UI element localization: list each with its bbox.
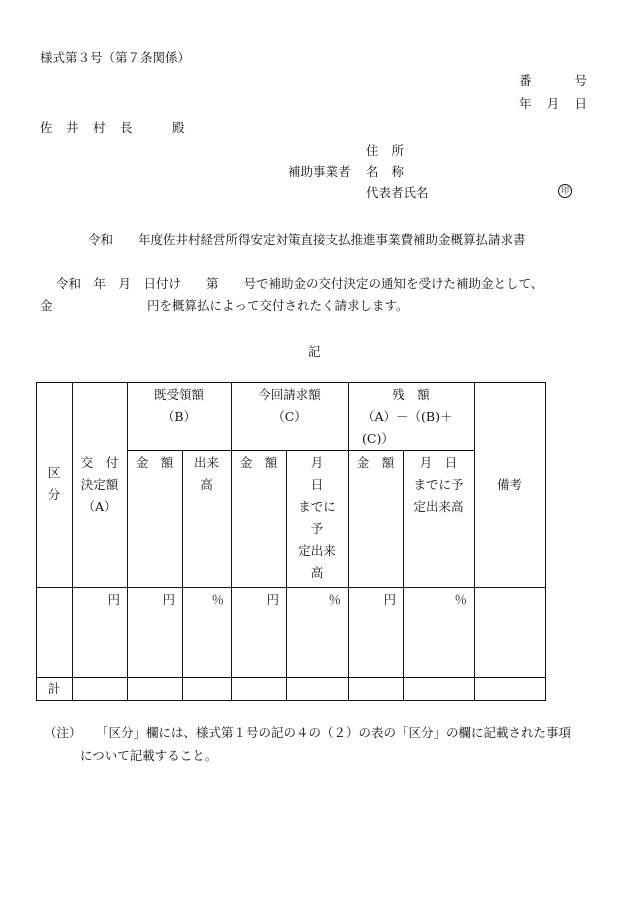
- biko-header: 備考: [496, 477, 522, 492]
- unit-zan-dekidaka: ％: [454, 592, 467, 607]
- kiju-dekidaka-1: 出来: [193, 455, 219, 470]
- addressee-1: 佐: [40, 120, 53, 135]
- konkai-kingaku-header: 金 額: [239, 455, 278, 470]
- konkai-yotei-6: 高: [310, 565, 324, 580]
- konkai-header-1: 今回請求額: [258, 387, 321, 402]
- addressee-2: 井: [66, 120, 79, 135]
- note-line-2: について記載すること。: [80, 748, 218, 763]
- unit-kiju-kingaku: 円: [162, 592, 175, 607]
- name-label-2: 称: [391, 164, 404, 179]
- date-label-day: 日: [574, 96, 587, 111]
- addressee-4: 長: [120, 120, 133, 135]
- kiju-dekidaka-2: 高: [200, 477, 213, 492]
- ki-heading: 記: [308, 344, 321, 359]
- zan-yotei-2: までに予: [413, 477, 464, 492]
- body-line-2-text: 円を概算払によって交付されたく請求します。: [147, 298, 409, 313]
- kiju-kingaku-header: 金 額: [135, 455, 174, 470]
- addressee-3: 村: [93, 120, 106, 135]
- kofu-header-2: 決定額: [80, 477, 119, 492]
- konkai-yotei-4: 予: [310, 521, 324, 536]
- number-label-ban: 番: [519, 73, 532, 88]
- date-label-year: 年: [519, 96, 532, 111]
- table-vline: [72, 382, 73, 700]
- total-label: 計: [47, 681, 61, 696]
- document-title: 令和 年度佐井村経営所得安定対策直接支払推進事業費補助金概算払請求書: [88, 232, 526, 247]
- table-vline: [545, 382, 546, 700]
- unit-kofu: 円: [107, 592, 120, 607]
- kubun-header-1: 区: [47, 465, 61, 480]
- zan-yotei-header: [403, 452, 474, 518]
- zan-header: [348, 384, 474, 450]
- konkai-yotei-1: 月: [310, 455, 324, 470]
- kofu-header-1: 交 付: [80, 455, 119, 470]
- kofu-header-3: （A）: [82, 499, 117, 514]
- unit-kiju-dekidaka: ％: [211, 592, 224, 607]
- seal-mark: 印: [558, 184, 572, 198]
- name-label-1: 名: [366, 164, 379, 179]
- konkai-yotei-header: [286, 452, 348, 584]
- kubun-header-2: 分: [47, 487, 61, 502]
- note-label: （注）: [44, 725, 82, 740]
- table-hline: [36, 382, 546, 383]
- address-label-1: 住: [366, 143, 379, 158]
- address-label-2: 所: [391, 143, 404, 158]
- zan-yotei-3: 定出来高: [413, 499, 464, 514]
- table-vline: [127, 382, 128, 700]
- zan-header-3: (C)）: [362, 431, 394, 446]
- table-vline: [231, 382, 232, 700]
- number-label-go: 号: [574, 73, 587, 88]
- zan-header-2: （A）－（(B)＋: [362, 409, 453, 424]
- unit-zan-kingaku: 円: [383, 592, 396, 607]
- table-hline: [36, 700, 546, 701]
- note-line-1: 「区分」欄には、様式第１号の記の４の（２）の表の「区分」の欄に記載された事項: [96, 725, 572, 740]
- konkai-yotei-2: 日: [310, 477, 324, 492]
- body-line-1: 令和 年 月 日付け 第 号で補助金の交付決定の通知を受けた補助金として、: [56, 276, 544, 291]
- zan-yotei-1: 月 日: [419, 455, 458, 470]
- applicant-label: 補助事業者: [288, 164, 351, 179]
- table-vline: [36, 382, 37, 700]
- unit-konkai-kingaku: 円: [266, 592, 279, 607]
- konkai-yotei-3: までに: [298, 499, 336, 514]
- zan-header-1: 残 額: [392, 387, 430, 402]
- konkai-header-2: （C）: [272, 409, 307, 424]
- representative-label: 代表者氏名: [366, 185, 429, 200]
- kiju-header-1: 既受領額: [153, 387, 204, 402]
- zan-kingaku-header: 金 額: [356, 455, 395, 470]
- kubun-header: [36, 462, 72, 506]
- body-line-2-prefix: 金: [40, 298, 53, 313]
- addressee-5: 殿: [172, 120, 185, 135]
- table-hline: [36, 677, 546, 678]
- kiju-dekidaka-header: [182, 452, 231, 496]
- date-label-month: 月: [546, 96, 560, 111]
- konkai-yotei-5: 定出来: [298, 543, 336, 558]
- kiju-header: [127, 384, 231, 428]
- table-hline: [36, 587, 546, 588]
- kofu-header: [72, 452, 127, 518]
- kiju-header-2: （B）: [161, 409, 197, 424]
- table-vline: [474, 382, 475, 700]
- unit-konkai-dekidaka: ％: [328, 592, 341, 607]
- form-number: 様式第３号（第７条関係）: [40, 50, 191, 65]
- konkai-header: [231, 384, 348, 428]
- table-hline: [127, 450, 475, 451]
